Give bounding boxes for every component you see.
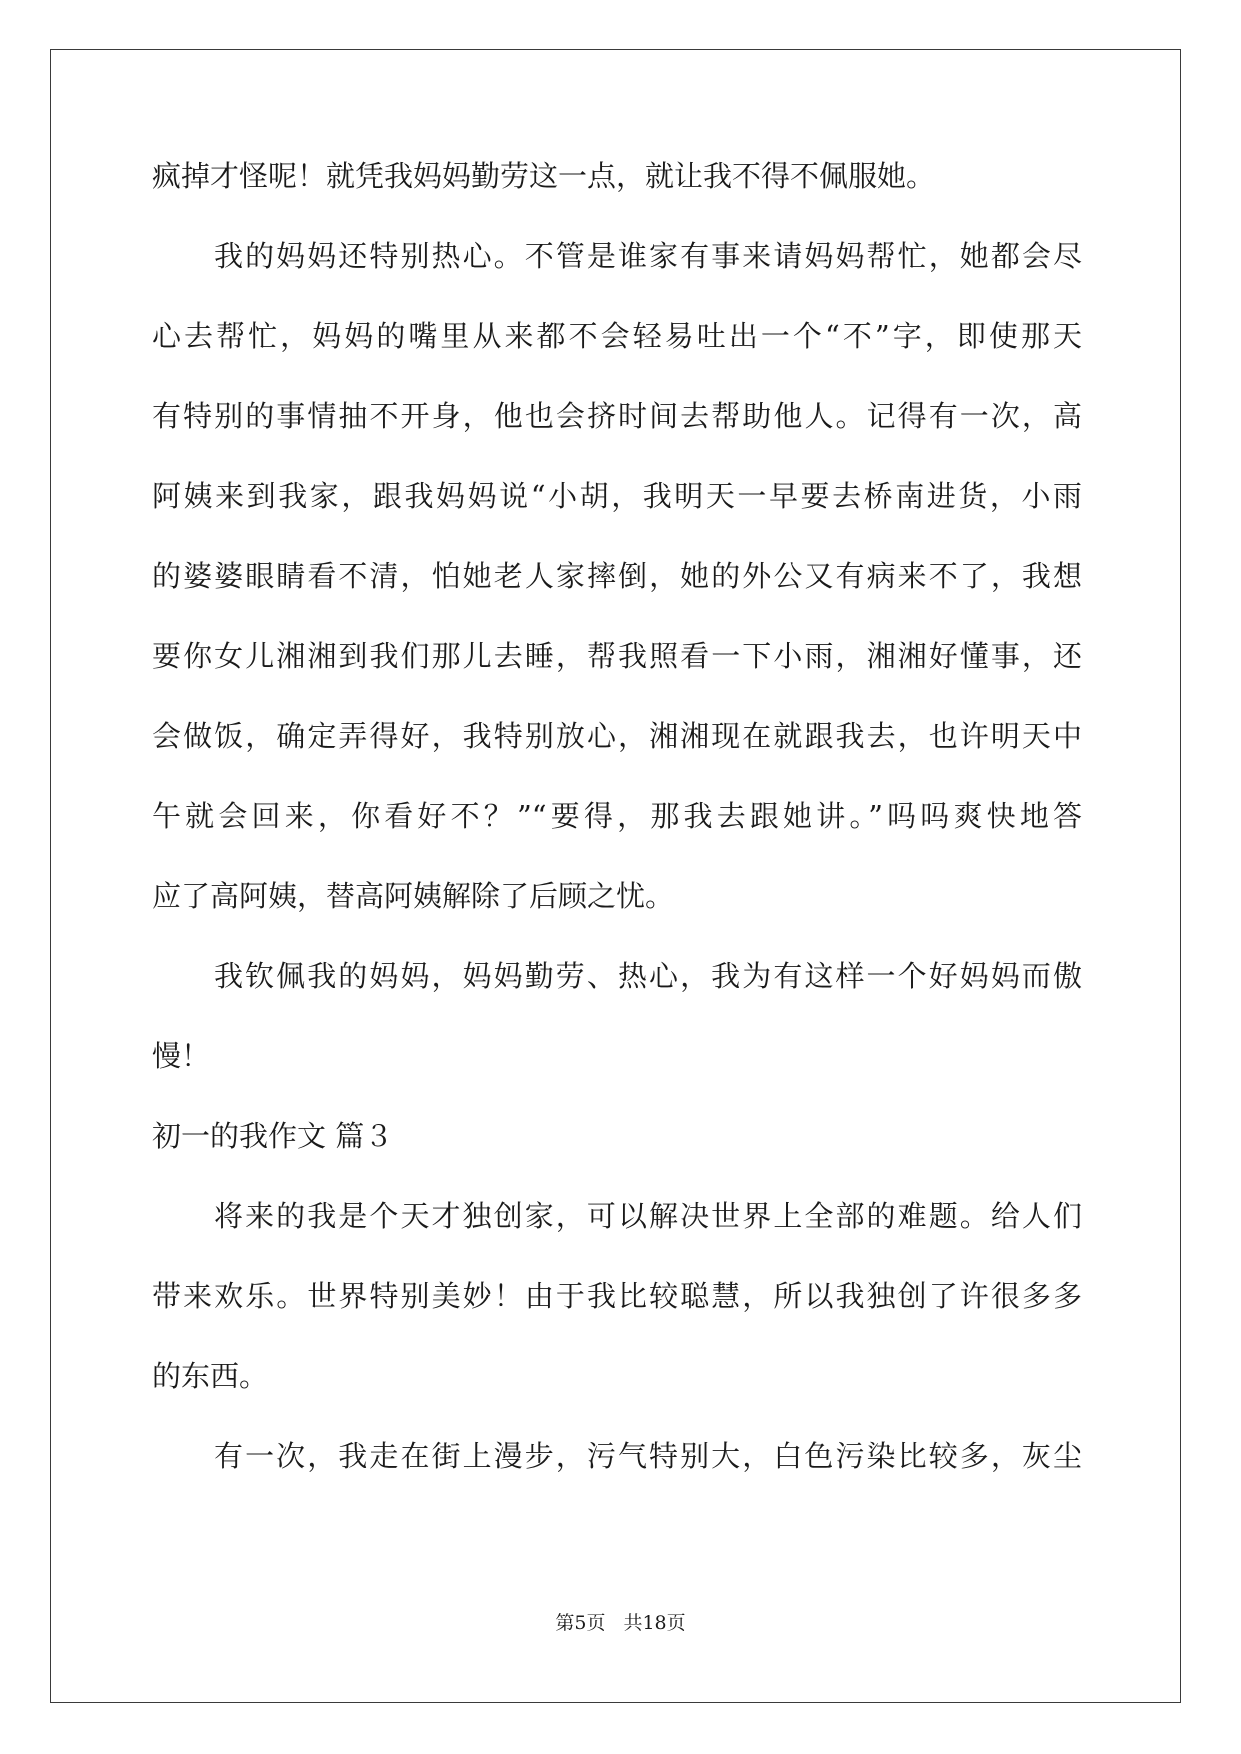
text-line: 要你女儿湘湘到我们那儿去睡，帮我照看一下小雨，湘湘好懂事，还 bbox=[152, 639, 1082, 673]
text-line: 应了高阿姨，替高阿姨解除了后顾之忧。 bbox=[152, 879, 675, 913]
page-total: 共18页 bbox=[623, 1612, 686, 1634]
document-body bbox=[152, 161, 1082, 1521]
text-line: 有一次，我走在街上漫步，污气特别大，白色污染比较多，灰尘 bbox=[214, 1439, 1082, 1473]
page-number: 第5页 bbox=[555, 1612, 606, 1634]
text-line: 午就会回来，你看好不？”“要得，那我去跟她讲。”吗吗爽快地答 bbox=[152, 799, 1082, 833]
text-line: 的东西。 bbox=[152, 1359, 269, 1393]
page-footer bbox=[0, 1612, 1241, 1634]
text-line: 阿姨来到我家，跟我妈妈说“小胡，我明天一早要去桥南进货，小雨 bbox=[152, 479, 1082, 513]
text-line: 心去帮忙，妈妈的嘴里从来都不会轻易吐出一个“不”字，即使那天 bbox=[152, 319, 1082, 353]
text-line: 我钦佩我的妈妈，妈妈勤劳、热心，我为有这样一个好妈妈而傲 bbox=[214, 959, 1082, 993]
text-line: 慢！ bbox=[152, 1039, 211, 1073]
text-line: 会做饭，确定弄得好，我特别放心，湘湘现在就跟我去，也许明天中 bbox=[152, 719, 1082, 753]
text-line: 我的妈妈还特别热心。不管是谁家有事来请妈妈帮忙，她都会尽 bbox=[214, 239, 1082, 273]
text-line: 疯掉才怪呢！就凭我妈妈勤劳这一点，就让我不得不佩服她。 bbox=[152, 159, 936, 193]
text-line: 的婆婆眼睛看不清，怕她老人家摔倒，她的外公又有病来不了，我想 bbox=[152, 559, 1082, 593]
text-line: 有特别的事情抽不开身，他也会挤时间去帮助他人。记得有一次，高 bbox=[152, 399, 1082, 433]
text-line: 带来欢乐。世界特别美妙！由于我比较聪慧，所以我独创了许很多多 bbox=[152, 1279, 1082, 1313]
section-heading: 初一的我作文 篇３ bbox=[152, 1119, 394, 1153]
text-line: 将来的我是个天才独创家，可以解决世界上全部的难题。给人们 bbox=[214, 1199, 1082, 1233]
